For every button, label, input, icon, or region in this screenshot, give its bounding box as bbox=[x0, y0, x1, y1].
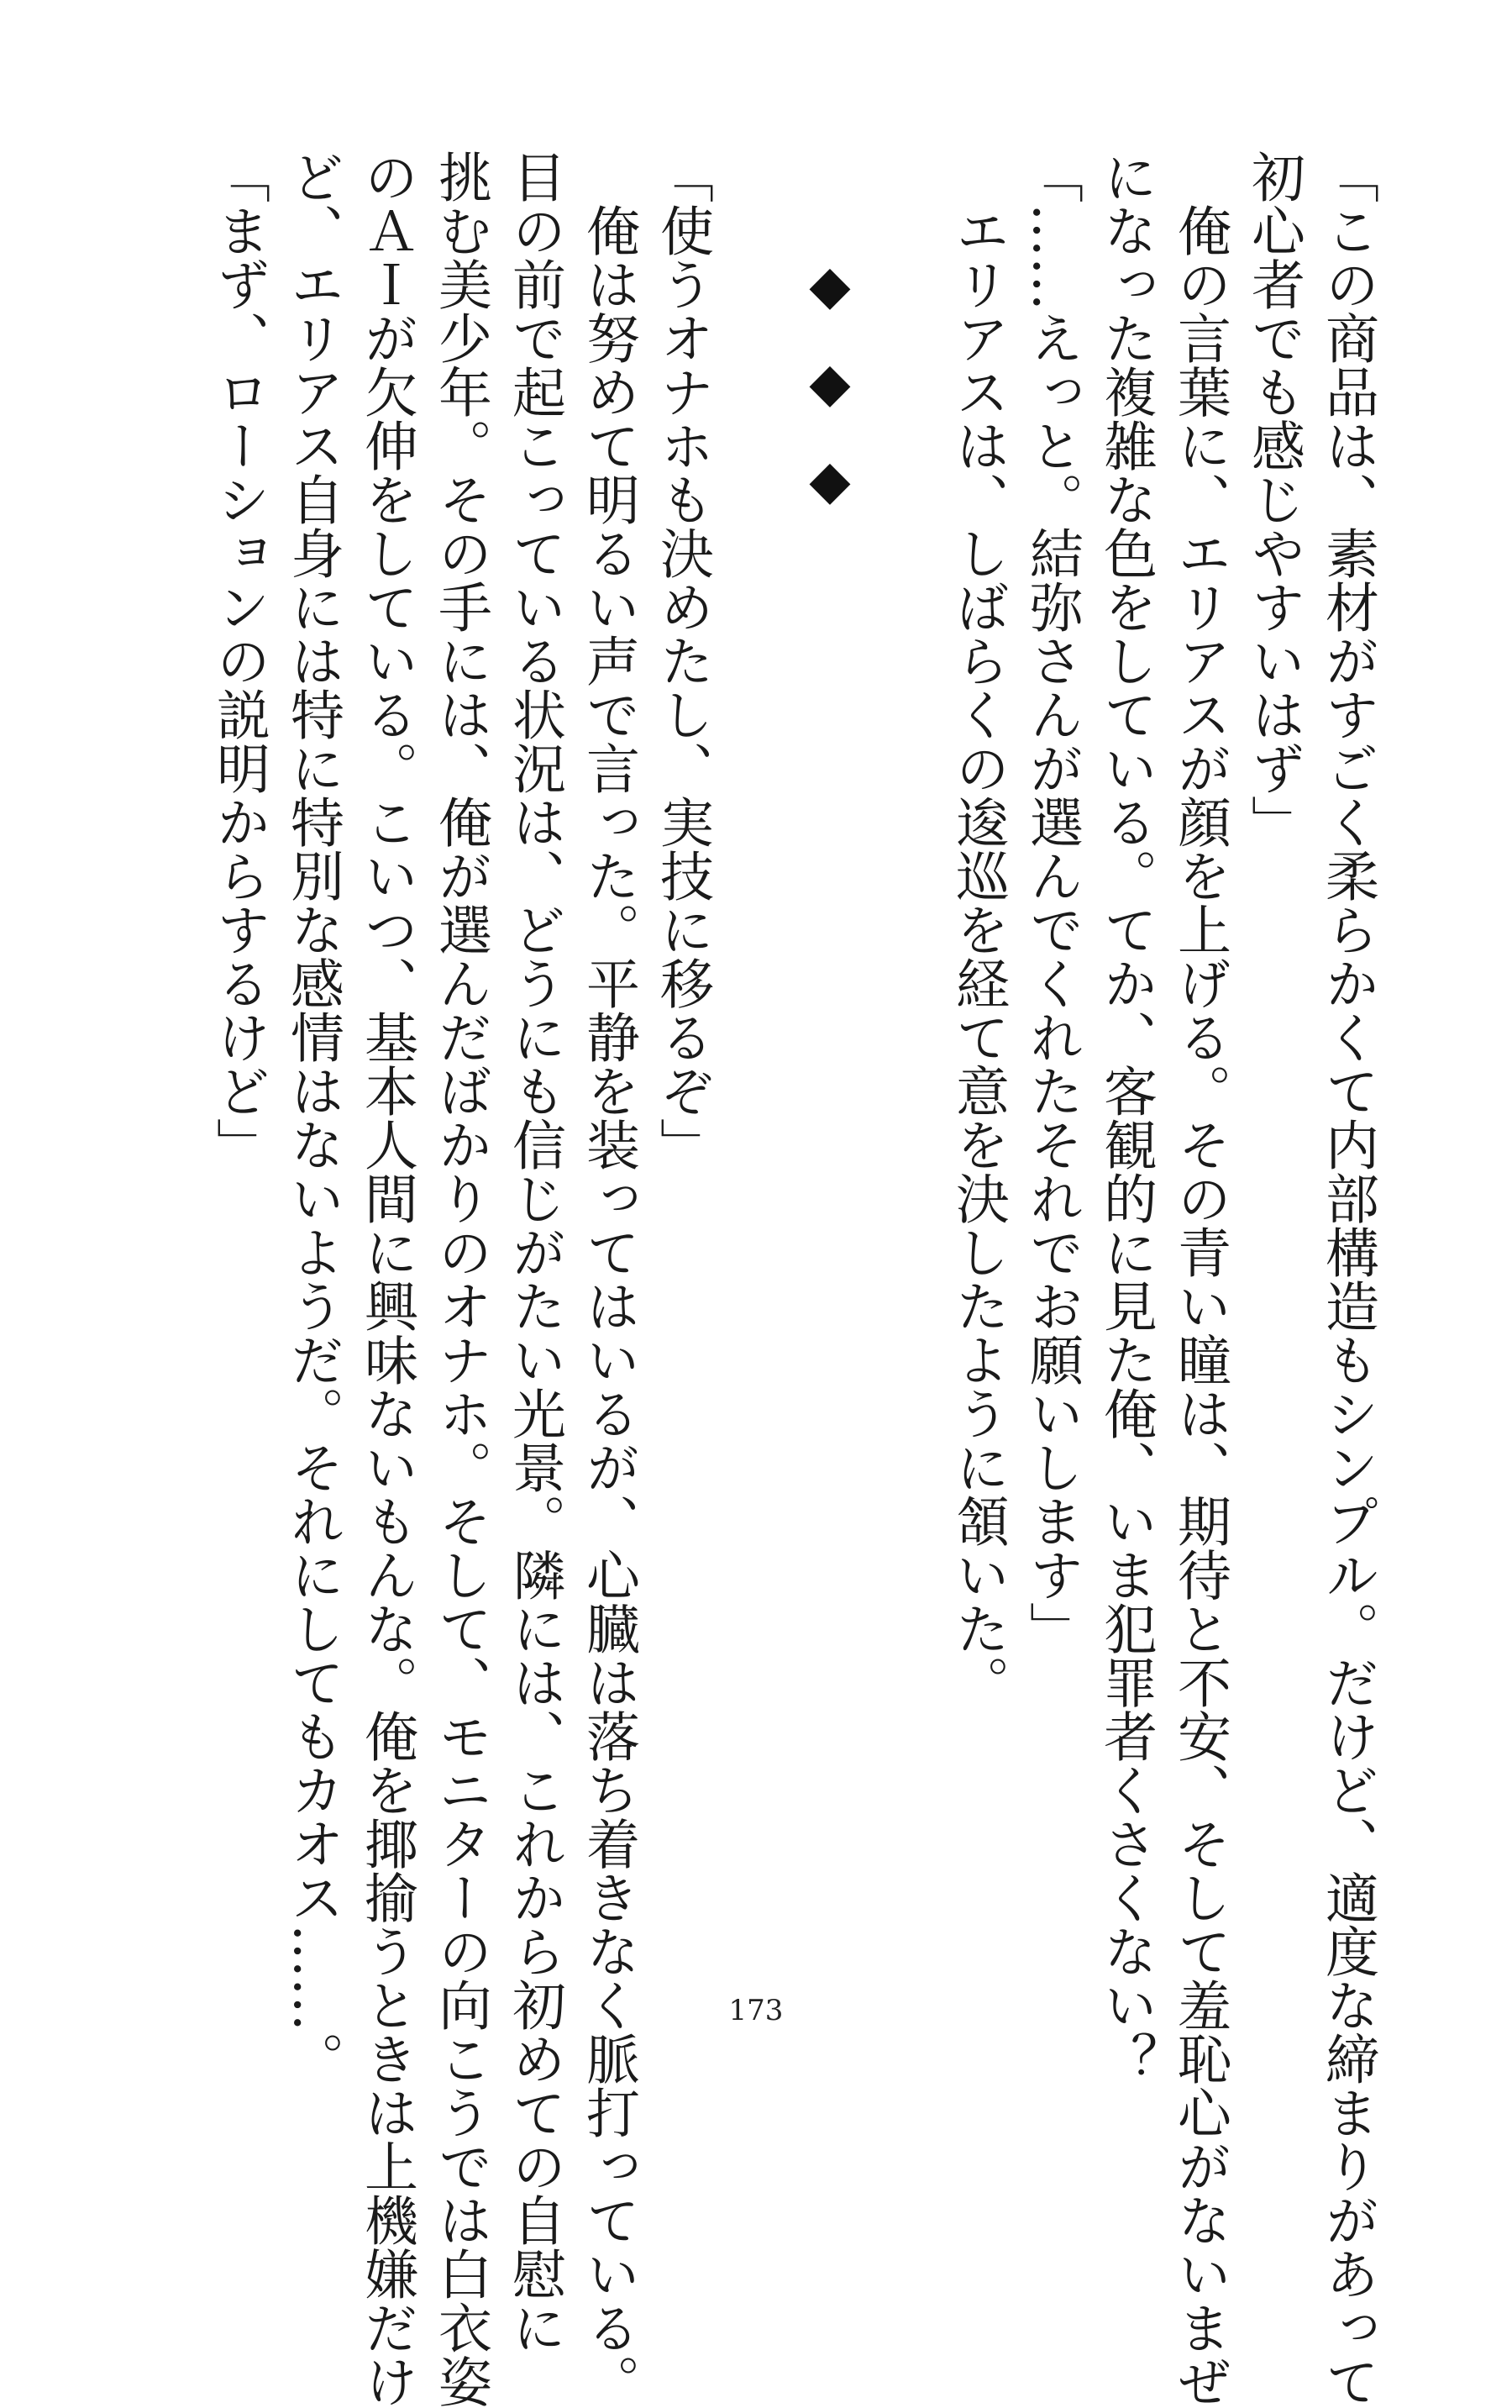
text-line-narration: 俺は努めて明るい声で言った。平静を装ってはいるが、心臓は落ち着きなく脈打っている。 bbox=[577, 203, 639, 2408]
text-line: 挑む美少年。その手には、俺が選んだばかりのオナホ。そして、モニターの向こうでは白衣姿 bbox=[429, 150, 491, 2408]
text-line: 目の前で起こっている状況は、どうにも信じがたい光景。隣には、これから初めての自慰に bbox=[503, 150, 565, 2354]
page-number: 173 bbox=[728, 1994, 784, 2027]
blank-line bbox=[719, 150, 793, 1948]
text-line-dialogue: 「この商品は、素材がすごく柔らかくて内部構造もシンプル。だけど、適度な締まりがあって bbox=[1316, 150, 1378, 2408]
text-line: ど、エリアス自身には特に特別な感情はないようだ。それにしてもカオス……。 bbox=[281, 150, 344, 2085]
text-line-narration: エリアスは、しばらくの逡巡を経て意を決したように頷いた。 bbox=[947, 203, 1009, 1709]
text-line: 初心者でも感じやすいはず」 bbox=[1242, 150, 1305, 849]
text-line-dialogue: 「まず、ローションの説明からするけど」 bbox=[207, 150, 270, 1171]
text-line: になった複雑な色をしている。てか、客観的に見た俺、いま犯罪者くさくない？ bbox=[1095, 150, 1157, 2085]
text-line-dialogue: 「使うオナホも決めたし、実技に移るぞ」 bbox=[651, 150, 713, 1171]
text-line-narration: 俺の言葉に、エリアスが顔を上げる。その青い瞳は、期待と不安、そして羞恥心がないまぜ bbox=[1168, 203, 1231, 2408]
blank-line bbox=[867, 150, 941, 1948]
text-line-dialogue: 「……えっと。結弥さんが選んでくれたそれでお願いします」 bbox=[1021, 150, 1083, 1655]
section-break-diamonds: ◆◆◆ bbox=[799, 255, 861, 547]
text-line: のＡＩが欠伸をしている。こいつ、基本人間に興味ないもんな。俺を揶揄うときは上機嫌だけ bbox=[355, 150, 417, 2408]
